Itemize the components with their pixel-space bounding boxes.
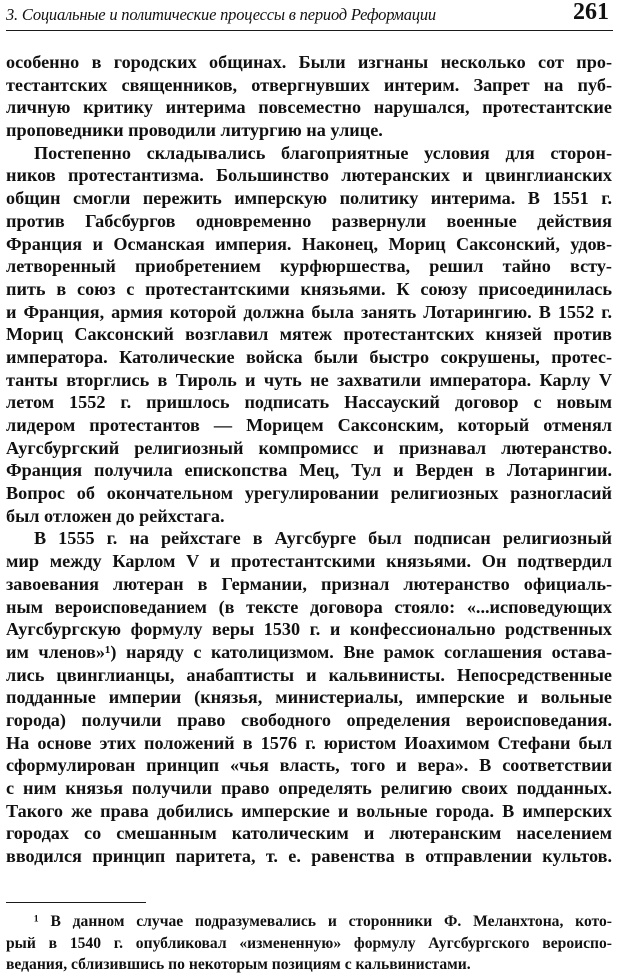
footnote <box>6 911 612 976</box>
text-line: ников протестантизма. Большинство лютеранских и цвинглианских <box>6 165 612 186</box>
text-line: В 1555 г. на рейхстаге в Аугсбурге был подписан религиозный <box>34 528 612 549</box>
text-line: сформулирован принцип «чья власть, того и вера». В соответствии <box>6 755 612 776</box>
text-line: городах со смешанным католическим и лютеранским населением <box>6 823 612 844</box>
text-line: лись цвинглианцы, анабаптисты и кальвинисты. Непосредственные <box>6 664 612 685</box>
text-line: против Габсбургов одновременно развернули военные действия <box>6 210 612 231</box>
text-line: был отложен до рейхстага. <box>6 505 225 526</box>
footnote-line: ведания, сблизившись по некоторым позициям с кальвинистами. <box>6 956 471 973</box>
text-line: тестантских священников, отвергнувших интерим. Запрет на пуб- <box>6 74 612 95</box>
text-line: императора. Католические войска были быстро сокрушены, протес- <box>6 346 612 367</box>
text-line: летом 1552 г. пришлось подписать Нассауский договор с новым <box>6 392 612 413</box>
footnote-line: ¹ В данном случае подразумевались и сторонники Ф. Меланхтона, кото- <box>34 913 612 930</box>
text-line: и Франция, армия которой должна была занять Лотарингию. В 1552 г. <box>6 301 612 322</box>
text-line: Франция получила епископства Мец, Тул и Верден в Лотарингии. <box>6 460 612 481</box>
text-line: вводился принцип паритета, т. е. равенства в отправлении культов. <box>6 846 612 867</box>
body-text <box>6 51 612 868</box>
text-line: Аугсбургскую формулу веры 1530 г. и конфессионально родственных <box>6 619 612 640</box>
text-line: На основе этих положений в 1576 г. юристом Иоахимом Стефани был <box>6 732 612 753</box>
footnote-divider <box>6 902 146 903</box>
text-line: завоевания лютеран в Германии, признал лютеранство официаль- <box>6 573 612 594</box>
text-line: танты вторглись в Тироль и чуть не захватили императора. Карлу V <box>6 369 612 390</box>
text-line: Постепенно складывались благоприятные условия для сторон- <box>34 142 612 163</box>
text-line: летворенный приобретением курфюршества, решил тайно всту- <box>6 256 612 277</box>
running-header <box>6 0 613 31</box>
text-line: лидером протестантов — Морицем Саксонским, который отменял <box>6 415 612 435</box>
text-line: Такого же права добились имперские и вольные города. В имперских <box>6 800 612 821</box>
text-line: мир между Карлом V и протестантскими князьями. Он подтвердил <box>6 551 612 572</box>
text-line: им членов»¹) наряду с католицизмом. Вне рамок соглашения остава- <box>6 641 612 662</box>
running-title: 3. Социальные и политические процессы в период Реформации <box>6 5 436 24</box>
text-line: проповедники проводили литургию на улице. <box>6 120 383 141</box>
text-line: с ним князья получили право определять религию своих подданных. <box>6 778 612 798</box>
text-line: Вопрос об окончательном урегулировании религиозных разногласий <box>6 483 612 504</box>
footnote-line: рый в 1540 г. опубликовал «измененную» формулу Аугсбургского вероиспо- <box>6 934 612 952</box>
text-line: особенно в городских общинах. Были изгнаны несколько сот про- <box>6 52 612 72</box>
text-line: ным вероисповеданием (в тексте договора стояло: «...исповедующих <box>6 596 612 617</box>
page-number: 261 <box>573 0 609 25</box>
text-line: подданные империи (князья, министериалы, имперские и вольные <box>6 687 612 708</box>
text-line: города) получили право свободного определения вероисповедания. <box>6 709 612 730</box>
text-line: Аугсбургский религиозный компромисс и признавал лютеранство. <box>6 437 612 458</box>
text-line: личную критику интерима повсеместно нарушался, протестантские <box>6 97 612 118</box>
text-line: Мориц Саксонский возглавил мятеж протестантских князей против <box>6 324 612 345</box>
text-line: общин смогли пережить имперскую политику интерима. В 1551 г. <box>6 188 612 209</box>
text-line: Франция и Османская империя. Наконец, Мориц Саксонский, удов- <box>6 233 612 254</box>
text-line: пить в союз с протестантскими князьями. К союзу присоединилась <box>6 278 612 299</box>
